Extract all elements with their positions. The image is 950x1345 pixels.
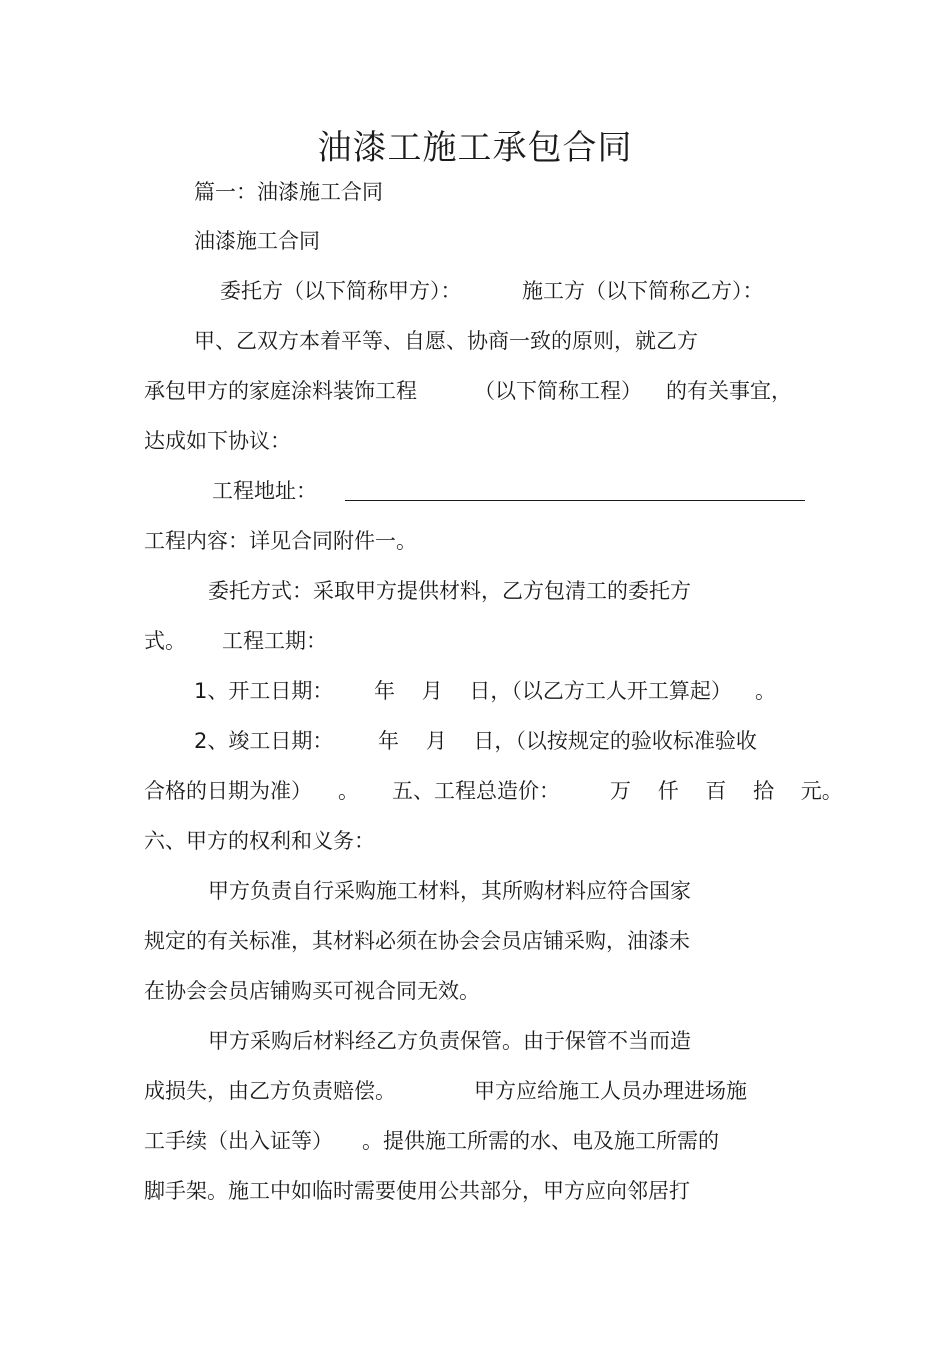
section-heading: 篇一：油漆施工合同 (194, 180, 383, 204)
paragraph-line: 的有关事宜， (666, 379, 792, 403)
start-date-value: 年 月 日，（以乙方工人开工算起） (374, 679, 732, 703)
total-price-value: 万 仟 百 拾 元。 (610, 779, 843, 803)
paragraph-line: 工手续（出入证等） (144, 1129, 333, 1153)
contractor-party-label: 施工方（以下简称乙方）： (522, 279, 764, 303)
completion-date-label: 2、竣工日期： (194, 729, 334, 753)
completion-date-value: 年 月 日，（以按规定的验收标准验收 (378, 729, 757, 753)
section-heading: 六、甲方的权利和义务： (144, 829, 375, 853)
paragraph-line: 。 (755, 679, 776, 703)
entrust-method-line: 委托方式：采取甲方提供材料，乙方包清工的委托方 (208, 579, 691, 603)
paragraph-line: 承包甲方的家庭涂料装饰工程 (144, 379, 417, 403)
project-content-line: 工程内容：详见合同附件一。 (144, 529, 417, 553)
paragraph-line: 甲方负责自行采购施工材料，其所购材料应符合国家 (208, 879, 691, 903)
paragraph-line: 规定的有关标准，其材料必须在协会会员店铺采购，油漆未 (144, 929, 690, 953)
total-price-label: 五、工程总造价： (392, 779, 560, 803)
document-title: 油漆工施工承包合同 (317, 128, 633, 168)
project-period-label: 工程工期： (222, 629, 327, 653)
paragraph-line: 甲方采购后材料经乙方负责保管。由于保管不当而造 (208, 1029, 691, 1053)
project-address-blank (345, 500, 805, 501)
paragraph-line: 甲、乙双方本着平等、自愿、协商一致的原则，就乙方 (194, 329, 698, 353)
paragraph-line: 脚手架。施工中如临时需要使用公共部分，甲方应向邻居打 (144, 1179, 690, 1203)
paragraph-line: 。提供施工所需的水、电及施工所需的 (362, 1129, 719, 1153)
start-date-label: 1、开工日期： (194, 679, 334, 703)
paragraph-line: 式。 (144, 629, 186, 653)
paragraph-line: （以下简称工程） (474, 379, 642, 403)
paragraph-line: 。 (338, 779, 359, 803)
paragraph-line: 达成如下协议： (144, 429, 291, 453)
paragraph-line: 在协会会员店铺购买可视合同无效。 (144, 979, 480, 1003)
project-address-label: 工程地址： (212, 479, 317, 503)
paragraph-line: 合格的日期为准） (144, 779, 312, 803)
contract-subtitle: 油漆施工合同 (194, 229, 320, 253)
paragraph-line: 甲方应给施工人员办理进场施 (474, 1079, 747, 1103)
client-party-label: 委托方（以下简称甲方）： (220, 279, 462, 303)
paragraph-line: 成损失，由乙方负责赔偿。 (144, 1079, 396, 1103)
